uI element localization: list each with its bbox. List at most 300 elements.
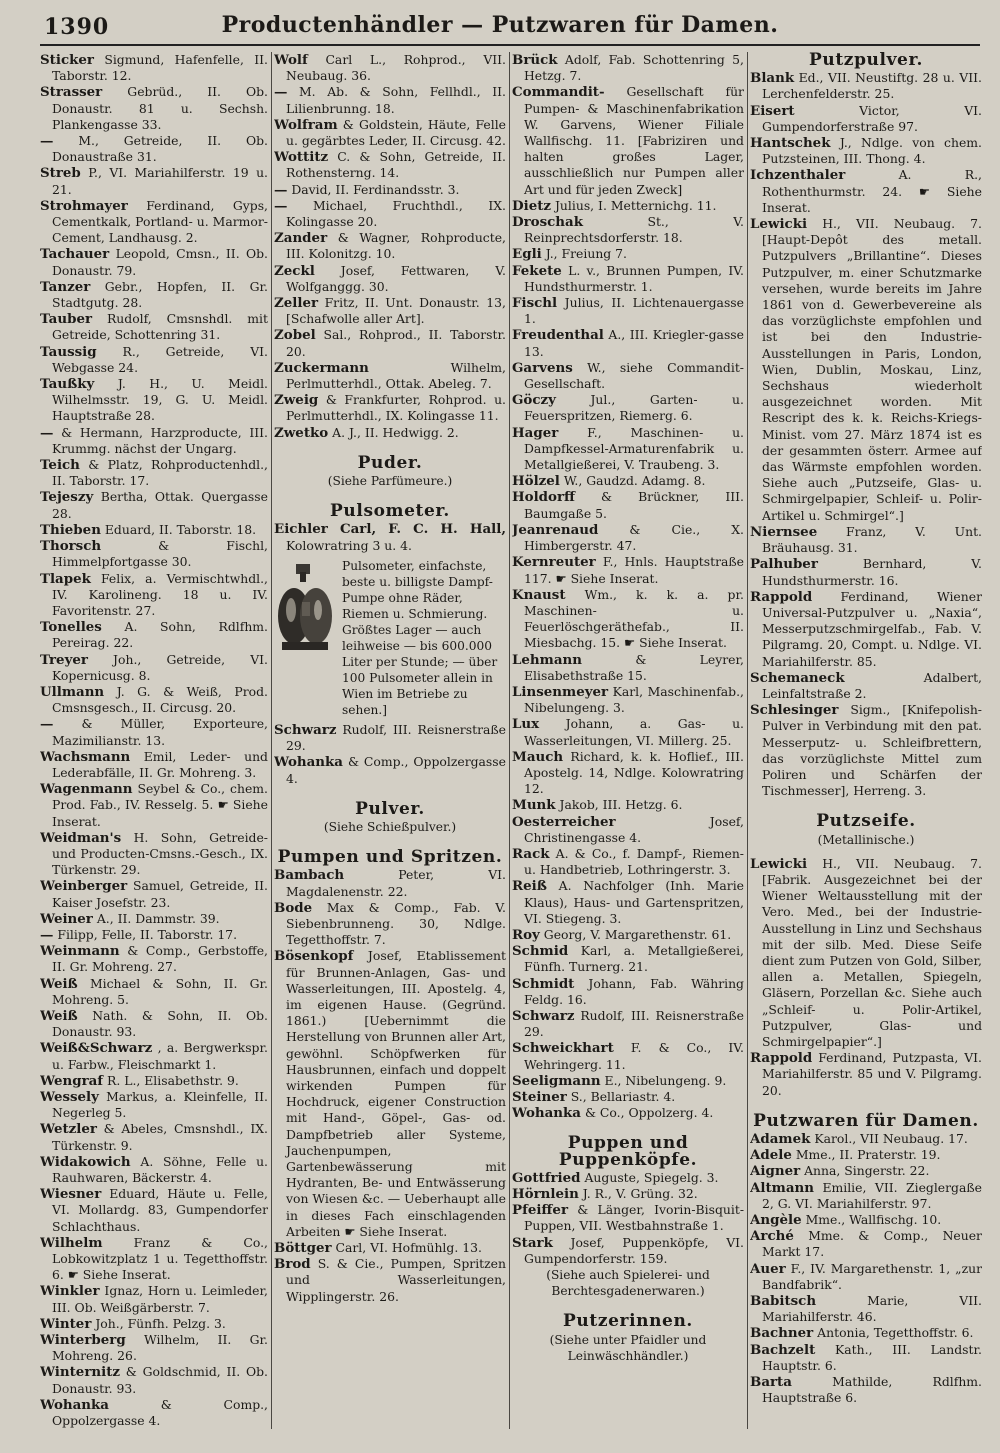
entry-details: L. v., Brunnen Pumpen, IV. Hundsthurmerstr. 1. <box>524 262 744 294</box>
entry-name: Gottfried <box>512 1169 581 1186</box>
list-item <box>274 867 506 899</box>
entry-name: Göczy <box>512 392 556 409</box>
entry-details: Eduard, II. Taborstr. 18. <box>104 521 257 537</box>
entry-name: Rappold <box>750 1050 813 1067</box>
list-item <box>274 722 506 754</box>
puppen-entries <box>512 1170 744 1267</box>
entry-details: Jul., Garten- u. Feuerspritzen, Riemerg. 6. <box>524 392 744 424</box>
list-item <box>274 900 506 949</box>
entry-details: Ferdinand, Gyps, Cementkalk, Portland- u. Marmor-Cement, Landhausg. 2. <box>52 197 268 246</box>
section-note-puder: (Siehe Parfümeure.) <box>327 474 453 489</box>
section-note-pulver: (Siehe Schießpulver.) <box>323 819 457 834</box>
list-item <box>40 652 268 684</box>
entry-details: J. R., V. Grüng. 32. <box>582 1186 698 1202</box>
entry-details: Ed., VII. Neustiftg. 28 u. VII. Lerchenfelderstr. 25. <box>762 70 982 102</box>
entry-name: — <box>40 926 54 943</box>
entry-name: Babitsch <box>750 1293 817 1310</box>
list-item <box>40 749 268 781</box>
entry-name: Widakowich <box>40 1153 131 1170</box>
list-item <box>40 716 268 748</box>
entry-name: Fekete <box>512 262 562 279</box>
list-item <box>512 684 744 716</box>
list-item <box>512 927 744 943</box>
entry-name: Winter <box>40 1315 92 1332</box>
entry-details: A. R., Rothenthurmstr. 24. ☛ Siehe Inserat. <box>762 167 982 215</box>
entry-name: Bambach <box>274 867 345 884</box>
entry-details: Filipp, Felle, II. Taborstr. 17. <box>57 926 238 942</box>
entry-details: W., Gaudzd. Adamg. 8. <box>563 473 706 489</box>
entry-name: Weiß <box>40 975 78 992</box>
entry-name: Oesterreicher <box>512 813 616 830</box>
entry-details: Karl, Maschinenfab., Nibelungeng. 3. <box>524 683 744 716</box>
entry-name: Wetzler <box>40 1121 97 1138</box>
list-item <box>512 797 744 813</box>
entry-name: Garvens <box>512 359 573 376</box>
list-item <box>750 1050 982 1099</box>
entry-details: & Wagner, Rohproducte, III. Kolonitzg. 10. <box>286 230 506 262</box>
entry-name: Brück <box>512 52 558 68</box>
list-item <box>512 749 744 798</box>
entry-details: H., VII. Neubaug. 7. [Haupt-Depôt des metall. Putzpulvers „Brillantine“. Dieses Putzpulver, m. einer Schutzmarke versehen, wurde bereits im Jahre 1861 von d. Gewerbevereine als das vorzüglichste empfohlen und ist bei den Industrie-Ausstellungen in Paris, London, Wien, Dublin, Moskau, Linz, Sechshaus wiederholt ausgezeichnet worden. Mit Rescript des k. k. Reichs-Kriegs-Minist. vom 27. März 1874 ist es der gesammten österr. Armee auf das Wärmste empfohlen worden. Siehe auch „Putzseife, Glas- u. Schmirgelpapier, Schleif- u. Polir-Artikel u. Schmirgel“.] <box>762 216 982 523</box>
entry-name: Weinmann <box>40 943 120 960</box>
section-title-pulsometer: Pulsometer. <box>330 501 450 522</box>
list-item <box>512 425 744 474</box>
entry-details: & Goldstein, Häute, Felle u. gegärbtes Leder, II. Circusg. 42. <box>286 116 506 149</box>
entry-name: Dietz <box>512 197 552 214</box>
entry-details: F., Hnls. Hauptstraße 117. ☛ Siehe Inserat. <box>524 554 744 586</box>
entry-name: Brod <box>274 1256 311 1273</box>
entry-name: Fischl <box>512 295 558 312</box>
list-item <box>512 814 744 846</box>
section-title-pumpen: Pumpen und Spritzen. <box>277 847 503 868</box>
entry-name: Hantschek <box>750 135 831 152</box>
entry-name: Sticker <box>40 52 94 68</box>
entry-details: Kath., III. Landstr. Hauptstr. 6. <box>762 1341 982 1373</box>
entry-details: Mathilde, Rdlfhm. Hauptstraße 6. <box>762 1374 982 1406</box>
entry-name: Böttger <box>274 1239 332 1256</box>
page-header <box>0 0 1000 44</box>
entry-name: Knaust <box>512 586 566 603</box>
entry-details: Ferdinand, Putzpasta, VI. Mariahilferstr. 85 und V. Pilgramg. 20. <box>762 1050 982 1098</box>
entry-name: — <box>274 197 288 214</box>
entry-details: Josef, Christinengasse 4. <box>524 813 744 845</box>
entry-details: Jakob, III. Hetzg. 6. <box>559 797 683 813</box>
entry-details: A. & Co., f. Dampf-, Riemen- u. Handbetrieb, Lothringerstr. 3. <box>524 845 744 878</box>
list-item <box>40 1154 268 1186</box>
entry-details: Bernhard, V. Hundsthurmerstr. 16. <box>762 556 982 588</box>
entry-name: Wiesner <box>40 1186 102 1203</box>
entry-details: Anna, Singerstr. 22. <box>804 1163 930 1179</box>
entry-name: — <box>274 84 288 101</box>
entry-name: Zuckermann <box>274 359 369 376</box>
list-item <box>750 1180 982 1212</box>
list-item <box>274 52 506 84</box>
entry-name: Lewicki <box>750 855 808 872</box>
entry-name: Adamek <box>750 1131 811 1147</box>
list-item <box>750 702 982 799</box>
entry-details: Wilhelm, II. Gr. Mohreng. 26. <box>52 1332 268 1364</box>
list-item <box>40 1186 268 1235</box>
header-rule <box>40 44 980 46</box>
entry-name: Hörnlein <box>512 1186 579 1203</box>
entry-details: Josef, Puppenköpfe, VI. Gumpendorferstr. 159. <box>524 1234 744 1266</box>
list-item <box>512 198 744 214</box>
list-item <box>40 878 268 910</box>
entry-name: Adele <box>750 1147 792 1164</box>
entry-name: Bachner <box>750 1325 814 1342</box>
list-item <box>750 524 982 556</box>
entry-name: Schweickhart <box>512 1040 614 1057</box>
entry-details: Marie, VII. Mariahilferstr. 46. <box>762 1293 982 1325</box>
entry-details: Wm., k. k. a. pr. Maschinen- u. Feuerlöschgeräthefab., II. Miesbachg. 15. ☛ Siehe Inserat. <box>524 586 744 651</box>
entry-name: Schlesinger <box>750 702 839 719</box>
entry-details: H., VII. Neubaug. 7. [Fabrik. Ausgezeichnet bei der Wiener Weltausstellung mit der Vero. Med., bei der Industrie-Ausstellung in Linz und Sechshaus mit der silb. Med. Diese Seife dient zum Putzen von Gold, Silber, allen a. Metallen, Spiegeln, Gläsern, Porzellan &c. Siehe auch „Schleif- u. Polir-Artikel, Putzpulver, Glas- und Schmirgelpapier“.] <box>762 855 982 1049</box>
entry-name: Wolf <box>274 52 308 68</box>
list-item <box>750 1342 982 1374</box>
entry-name: Tanzer <box>40 278 91 295</box>
entry-name: Tlapek <box>40 570 91 587</box>
list-item <box>274 425 506 441</box>
list-item <box>40 84 268 133</box>
entry-name: Schwarz <box>274 721 337 738</box>
entry-name: Droschak <box>512 214 583 231</box>
entry-name: Wohanka <box>274 754 343 771</box>
entry-details: Wilhelm, Perlmutterhdl., Ottak. Abeleg. 7. <box>286 359 506 392</box>
entry-name: Wottitz <box>274 149 329 166</box>
entry-name: Schwarz <box>512 1007 575 1024</box>
section-title-putzwaren: Putzwaren für Damen. <box>753 1110 979 1131</box>
entry-name: Pfeiffer <box>512 1202 569 1219</box>
entry-details: Karol., VII Neubaug. 17. <box>814 1131 968 1146</box>
list-item <box>274 521 506 553</box>
list-item <box>40 1235 268 1284</box>
entry-name: Reiß <box>512 878 547 895</box>
list-item <box>40 1121 268 1153</box>
entry-details: J. H., U. Meidl. Wilhelmsstr. 19, G. U. Meidl. Hauptstraße 28. <box>52 376 268 424</box>
list-item <box>512 522 744 554</box>
entry-name: Weinberger <box>40 878 128 895</box>
entry-name: Angèle <box>750 1212 802 1229</box>
entry-name: Rappold <box>750 588 813 605</box>
entry-details: , a. Bergwerkspr. u. Farbw., Fleischmarkt 1. <box>52 1040 268 1072</box>
entry-name: Lux <box>512 716 540 733</box>
entry-details: & Fischl, Himmelpfortgasse 30. <box>52 538 268 570</box>
entry-name: Wohanka <box>40 1396 109 1413</box>
entry-details: Josef, Etablissement für Brunnen-Anlagen, Gas- und Wasserleitungen, III. Apostelg. 4, im eigenen Hause. (Gegründ. 1861.) [Uebernimmt die Herstellung von Brunnen aller Art, gewöhnl. Schöpfwerken für Hausbrunnen, einfach und doppelt wirkenden Pumpen für Hochdruck, eigener Construction mit Hand-, Göpel-, Gas- od. Dampfbetrieb aller Systeme, Jauchenpumpen, Gartenbewässerung mit Hydranten, Be- und Entwässerung von Wiesen &c. — Ueberhaupt alle in dieses Fach einschlagenden Arbeiten ☛ Siehe Inserat. <box>286 948 506 1239</box>
list-item <box>274 198 506 230</box>
entry-name: Zeckl <box>274 262 315 279</box>
entry-details: & Co., Oppolzerg. 4. <box>584 1105 714 1121</box>
entry-name: Wohanka <box>512 1105 581 1122</box>
list-item <box>512 943 744 975</box>
entry-details: & Länger, Ivorin-Bisquit-Puppen, VII. Westbahnstraße 1. <box>524 1202 744 1234</box>
entry-details: Michael, Fruchthdl., IX. Kolingasse 20. <box>286 197 506 230</box>
entry-name: Auer <box>750 1260 786 1277</box>
list-item <box>750 1293 982 1325</box>
entry-details: Antonia, Tegetthoffstr. 6. <box>817 1325 974 1341</box>
entry-name: — <box>40 133 54 150</box>
list-item <box>512 263 744 295</box>
list-item <box>750 70 982 102</box>
list-item <box>512 327 744 359</box>
entry-details: M., Getreide, II. Ob. Donaustraße 31. <box>52 133 268 165</box>
entry-details: S., Bellariastr. 4. <box>570 1089 676 1104</box>
entry-details: C. & Sohn, Getreide, II. Rothensterng. 14. <box>286 149 506 181</box>
entry-name: Ullmann <box>40 683 105 700</box>
list-item <box>40 1397 268 1429</box>
entry-details: Bertha, Ottak. Quergasse 28. <box>52 489 268 521</box>
entry-details: J., Freiung 7. <box>545 246 627 262</box>
list-item <box>274 1240 506 1256</box>
entry-details: Georg, V. Margarethenstr. 61. <box>543 926 732 942</box>
section-title-putzpulver: Putzpulver. <box>809 52 923 70</box>
entry-name: Zander <box>274 230 328 247</box>
entry-name: Wilhelm <box>40 1234 103 1251</box>
entry-details: & Müller, Exporteure, Mazimilianstr. 13. <box>52 716 268 748</box>
putzpulver-entries <box>750 70 982 799</box>
firm-name: Eichler Carl, F. C. H. Hall, <box>274 521 506 538</box>
entry-details: & Comp., Gerbstoffe, II. Gr. Mohreng. 27. <box>52 943 268 975</box>
entry-details: Felix, a. Vermischtwhdl., IV. Karolineng. 18 u. IV. Favoritenstr. 27. <box>52 570 268 618</box>
entry-name: Schemaneck <box>750 669 845 686</box>
list-item <box>274 1256 506 1305</box>
list-item <box>40 133 268 165</box>
list-item <box>512 587 744 652</box>
entry-details: & Comp., Oppolzergasse 4. <box>286 754 506 786</box>
entry-details: Adolf, Fab. Schottenring 5, Hetzg. 7. <box>524 52 744 84</box>
list-item <box>512 1040 744 1072</box>
entry-name: Altmann <box>750 1179 814 1196</box>
entry-details: Carl, VI. Hofmühlg. 13. <box>335 1239 482 1255</box>
entry-details: Franz, V. Unt. Bräuhausg. 31. <box>762 523 982 556</box>
entry-name: Lehmann <box>512 651 582 668</box>
list-item <box>512 1008 744 1040</box>
entry-details: Julius, I. Metternichg. 11. <box>554 197 717 213</box>
entry-details: Fritz, II. Unt. Donaustr. 13, [Schafwolle aller Art]. <box>286 295 506 327</box>
entry-name: Bachzelt <box>750 1341 816 1358</box>
entry-name: Egli <box>512 246 542 263</box>
list-item <box>512 1186 744 1202</box>
entry-details: Ferdinand, Wiener Universal-Putzpulver u. „Naxia“, Messerputzschmirgelfab., Fab. V. Pilgramg. 20, Compt. u. Ndlge. VI. Mariahilferstr. 85. <box>762 588 982 669</box>
entry-details: Richard, k. k. Hoflief., III. Apostelg. 14, Ndlge. Kolowratring 12. <box>524 748 744 797</box>
entry-name: Zeller <box>274 295 319 312</box>
entry-details: Samuel, Getreide, II. Kaiser Josefstr. 23. <box>52 878 268 910</box>
section-title-pulver: Pulver. <box>355 798 425 819</box>
entry-name: Thorsch <box>40 538 102 555</box>
entry-name: Taußky <box>40 376 95 393</box>
entry-details: & Leyrer, Elisabethstraße 15. <box>524 651 744 683</box>
entry-name: Arché <box>750 1228 794 1245</box>
entry-name: Wagenmann <box>40 781 133 798</box>
entry-details: Eduard, Häute u. Felle, VI. Mollardg. 83, Gumpendorfer Schlachthaus. <box>52 1186 268 1234</box>
entry-name: Blank <box>750 70 795 87</box>
entry-name: Teich <box>40 457 80 474</box>
entry-name: Strohmayer <box>40 197 128 214</box>
list-item <box>512 295 744 327</box>
list-item <box>40 943 268 975</box>
list-item <box>274 84 506 116</box>
entry-details: H. Sohn, Getreide- und Producten-Cmsns.-Gesch., IX. Türkenstr. 29. <box>52 829 268 878</box>
list-item <box>512 1073 744 1089</box>
entry-name: Winterberg <box>40 1332 126 1349</box>
entry-name: Schmid <box>512 943 569 960</box>
list-item <box>512 360 744 392</box>
entry-name: Zwetko <box>274 424 329 441</box>
list-item <box>40 1073 268 1089</box>
list-item <box>750 1261 982 1293</box>
entry-name: Linsenmeyer <box>512 683 609 700</box>
section-note-putzerinnen: (Siehe unter Pfaidler und Leinwäschhändler.) <box>549 1332 707 1363</box>
list-item <box>274 182 506 198</box>
list-item <box>40 457 268 489</box>
list-item <box>750 167 982 216</box>
entry-name: Tauber <box>40 311 93 328</box>
list-item <box>274 392 506 424</box>
entry-name: Wachsmann <box>40 748 131 765</box>
list-item <box>512 652 744 684</box>
putzwaren-entries <box>750 1131 982 1406</box>
entry-details: St., V. Reinprechtsdorferstr. 18. <box>524 214 744 246</box>
column-1 <box>40 52 268 1433</box>
list-item <box>40 1364 268 1396</box>
entry-details: Mme., II. Praterstr. 19. <box>795 1147 941 1163</box>
entry-details: Josef, Fettwaren, V. Wolfganggg. 30. <box>286 262 506 294</box>
entry-name: Weiß <box>40 1007 78 1024</box>
list-item <box>274 327 506 359</box>
list-item <box>512 84 744 197</box>
entry-details: Seybel & Co., chem. Prod. Fab., IV. Resselg. 5. ☛ Siehe Inserat. <box>52 781 268 829</box>
list-item <box>750 1325 982 1341</box>
list-item <box>40 1089 268 1121</box>
pulsometer-advert <box>274 558 506 718</box>
entry-name: Weiß&Schwarz <box>40 1040 153 1057</box>
entry-details: Joh., Fünfh. Pelzg. 3. <box>95 1315 226 1331</box>
entry-details: W., siehe Commandit-Gesellschaft. <box>524 359 744 392</box>
entry-details: A., II. Dammstr. 39. <box>96 910 220 926</box>
entry-details: Gebrüd., II. Ob. Donaustr. 81 u. Sechsh. Plankengasse 33. <box>52 84 268 132</box>
entry-details: P., VI. Mariahilferstr. 19 u. 21. <box>52 165 268 197</box>
entry-name: Ichzenthaler <box>750 167 846 184</box>
entry-details: R. L., Elisabethstr. 9. <box>107 1072 239 1088</box>
entry-name: Kernreuter <box>512 554 596 571</box>
list-item <box>512 878 744 927</box>
entry-details: F., IV. Margarethenstr. 1, „zur Bandfabrik“. <box>762 1260 982 1292</box>
entry-name: Steiner <box>512 1089 567 1105</box>
entry-details: A. J., II. Hedwigg. 2. <box>332 424 459 440</box>
entry-name: Jeanrenaud <box>512 521 599 538</box>
entry-name: — <box>40 424 54 441</box>
entry-name: Bösenkopf <box>274 948 354 965</box>
column-3 <box>512 52 744 1433</box>
list-item <box>40 1283 268 1315</box>
entry-details: Franz & Co., Lobkowitzplatz 1 u. Tegetthoffstr. 6. ☛ Siehe Inserat. <box>52 1234 268 1283</box>
pulsometer-description: Pulsometer, einfachste, beste u. billigste Dampf-Pumpe ohne Räder, Riemen u. Schmierung. Größtes Lager — auch leihweise — bis 600.000 Liter per Stunde; — über 100 Pulsometer allein in Wien im Betriebe zu sehen.] <box>342 558 498 717</box>
list-item <box>40 684 268 716</box>
entry-details: A. Sohn, Rdlfhm. Pereirag. 22. <box>52 619 268 651</box>
list-item <box>750 103 982 135</box>
list-item <box>40 1332 268 1364</box>
entry-name: Holdorff <box>512 489 576 506</box>
entry-name: Tonelles <box>40 619 102 636</box>
entry-details: Johann, Fab. Währing Feldg. 16. <box>524 975 744 1007</box>
list-item <box>40 522 268 538</box>
entry-name: Zobel <box>274 327 316 344</box>
entry-details: E., Nibelungeng. 9. <box>604 1072 727 1088</box>
entry-details: Julius, II. Lichtenauergasse 1. <box>524 295 744 327</box>
entry-details: F., Maschinen- u. Dampfkessel-Armaturenfabrik u. Metallgießerei, V. Traubeng. 3. <box>524 424 744 473</box>
entry-details: Joh., Getreide, VI. Kopernicusg. 8. <box>52 651 268 683</box>
entry-name: Rack <box>512 845 550 862</box>
entry-name: Streb <box>40 165 81 182</box>
list-item <box>40 571 268 620</box>
list-item <box>512 1170 744 1186</box>
section-title-puppen: Puppen und Puppenköpfe. <box>558 1133 698 1170</box>
list-item <box>512 716 744 748</box>
list-item <box>512 489 744 521</box>
putzseife-entries <box>750 856 982 1099</box>
entry-details: J. G. & Weiß, Prod. Cmsnsgesch., II. Circusg. 20. <box>52 683 268 716</box>
list-item <box>274 149 506 181</box>
entry-details: & Goldschmid, II. Ob. Donaustr. 93. <box>52 1364 268 1396</box>
entry-details: Mme. & Comp., Neuer Markt 17. <box>762 1228 982 1260</box>
list-item <box>750 856 982 1050</box>
list-item <box>750 1212 982 1228</box>
entry-name: Commandit- <box>512 84 605 101</box>
entry-details: A. Nachfolger (Inh. Marie Klaus), Haus- und Gartenspritzen, VI. Stiegeng. 3. <box>524 878 744 926</box>
section-note-puppen: (Siehe auch Spielerei- und Berchtesgadenerwaren.) <box>546 1268 710 1299</box>
list-item <box>274 948 506 1240</box>
list-item <box>512 392 744 424</box>
entry-name: Stark <box>512 1234 553 1251</box>
entry-name: Bode <box>274 899 313 916</box>
entry-name: — <box>40 716 54 733</box>
list-item <box>40 246 268 278</box>
list-item <box>274 754 506 786</box>
list-item <box>40 781 268 830</box>
entry-details: Sal., Rohprod., II. Taborstr. 20. <box>286 327 506 359</box>
entry-name: Seeligmann <box>512 1072 601 1089</box>
entry-name: Palhuber <box>750 556 818 573</box>
entry-details: David, II. Ferdinandsstr. 3. <box>291 181 460 197</box>
entry-name: Tejeszy <box>40 489 94 506</box>
entry-name: Winkler <box>40 1283 100 1300</box>
list-item <box>512 246 744 262</box>
entry-details: J., Ndlge. von chem. Putzsteinen, III. Thong. 4. <box>762 135 982 167</box>
entry-name: — <box>274 181 288 198</box>
list-item <box>512 1235 744 1267</box>
entry-name: Schmidt <box>512 975 575 992</box>
list-item <box>40 1040 268 1072</box>
list-item <box>512 1105 744 1121</box>
list-item <box>750 1228 982 1260</box>
column-3-entries <box>512 52 744 1121</box>
list-item <box>274 117 506 149</box>
entry-name: Eisert <box>750 102 795 119</box>
list-item <box>750 135 982 167</box>
list-item <box>750 556 982 588</box>
list-item <box>40 376 268 425</box>
entry-details: R., Getreide, VI. Webgasse 24. <box>52 343 268 375</box>
entry-name: Lewicki <box>750 216 808 233</box>
list-item <box>40 279 268 311</box>
entry-name: Winternitz <box>40 1364 120 1381</box>
list-item <box>40 911 268 927</box>
entry-details: Nath. & Sohn, II. Ob. Donaustr. 93. <box>52 1007 268 1040</box>
entry-name: Wengraf <box>40 1072 104 1089</box>
list-item <box>750 1374 982 1406</box>
entry-details: Karl, a. Metallgießerei, Fünfh. Turnerg. 21. <box>524 943 744 975</box>
entry-details: Auguste, Spiegelg. 3. <box>584 1169 719 1185</box>
